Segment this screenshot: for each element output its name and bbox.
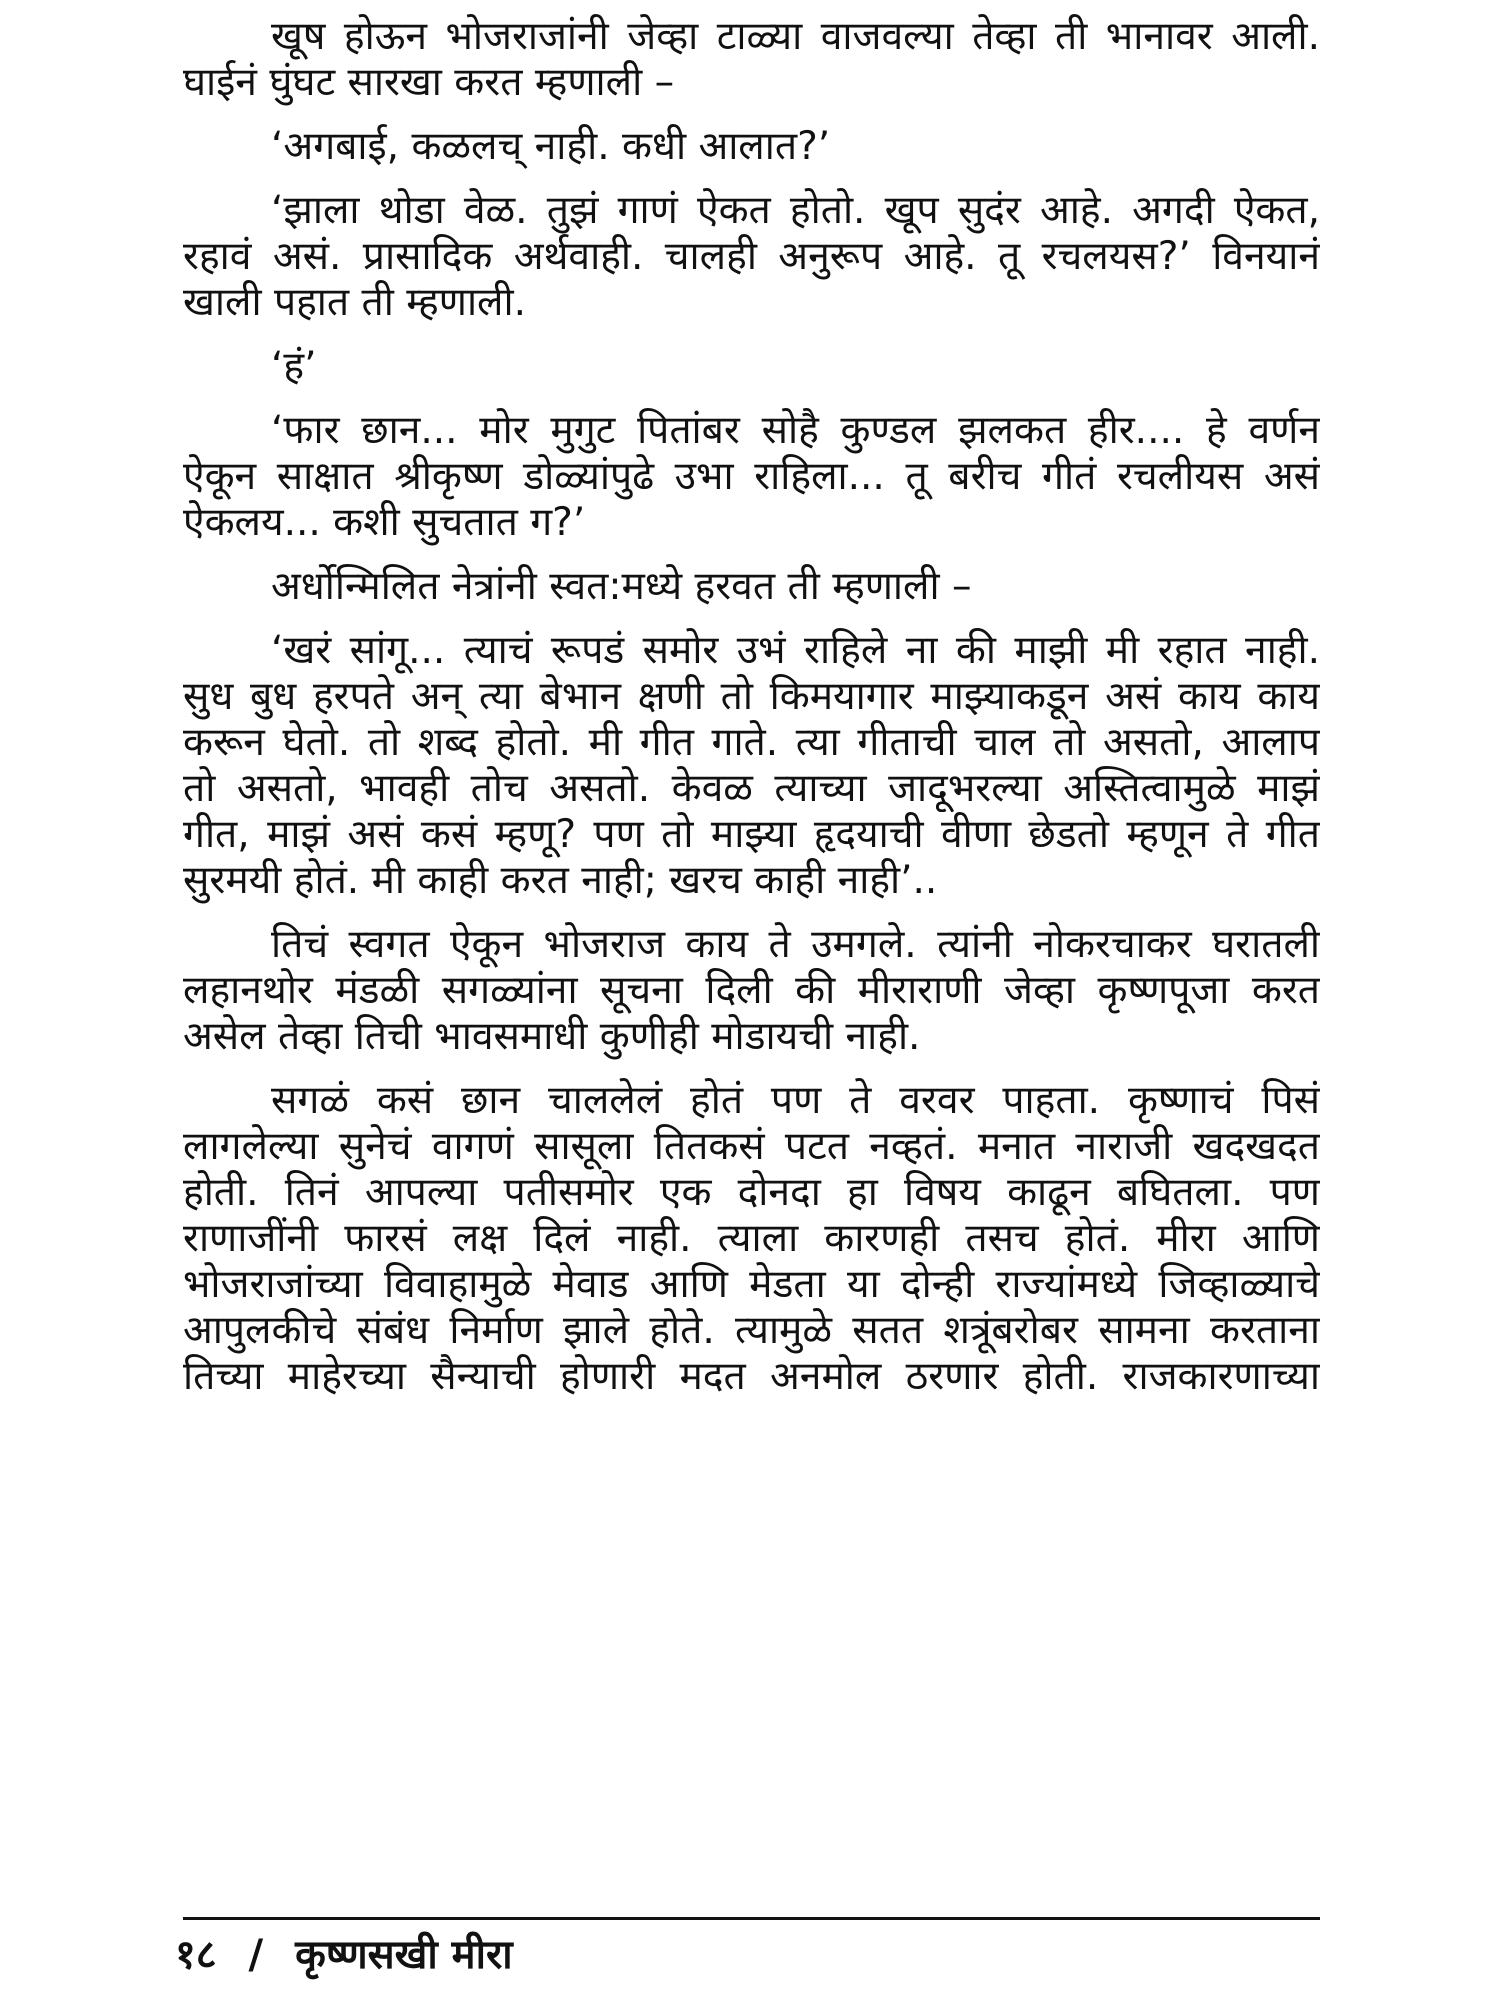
- text-line: सुध बुध हरपते अन् त्या बेभान क्षणी तो किमयागार माझ्याकडून असं काय काय: [183, 674, 1320, 719]
- paragraph: [183, 564, 1320, 610]
- text-line: भोजराजांच्या विवाहामुळे मेवाड आणि मेडता या दोन्ही राज्यांमध्ये जिव्हाळ्याचे: [183, 1262, 1320, 1307]
- paragraph: [183, 124, 1320, 170]
- page-number: १८: [175, 1932, 217, 1978]
- text-line: सुरमयी होतं. मी काही करत नाही; खरच काही नाही’..: [183, 858, 938, 903]
- text-line: लागलेल्या सुनेचं वागणं सासूला तितकसं पटत नव्हतं. मनात नाराजी खदखदत: [183, 1124, 1320, 1169]
- book-title: कृष्णसखी मीरा: [295, 1932, 513, 1978]
- text-line: घाईनं घुंघट सारखा करत म्हणाली –: [183, 60, 675, 105]
- text-line: तिच्या माहेरच्या सैन्याची होणारी मदत अनमोल ठरणार होती. राजकारणाच्या: [183, 1354, 1320, 1399]
- text-line: ‘झाला थोडा वेळ. तुझं गाणं ऐकत होतो. खूप सुदंर आहे. अगदी ऐकत,: [271, 188, 1320, 233]
- text-line: लहानथोर मंडळी सगळ्यांना सूचना दिली की मीराराणी जेव्हा कृष्णपूजा करत: [183, 968, 1320, 1013]
- text-line: खूष होऊन भोजराजांनी जेव्हा टाळ्या वाजवल्या तेव्हा ती भानावर आली.: [271, 14, 1320, 59]
- paragraph: [183, 344, 1320, 390]
- text-line: ‘फार छान... मोर मुगुट पितांबर सोहै कुण्डल झलकत हीर.... हे वर्णन: [271, 408, 1320, 453]
- paragraph: [183, 188, 1320, 326]
- text-line: राणाजींनी फारसं लक्ष दिलं नाही. त्याला कारणही तसच होतं. मीरा आणि: [183, 1216, 1320, 1261]
- text-line: करून घेतो. तो शब्द होतो. मी गीत गाते. त्या गीताची चाल तो असतो, आलाप: [183, 720, 1320, 765]
- text-line: रहावं असं. प्रासादिक अर्थवाही. चालही अनुरूप आहे. तू रचलयस?’ विनयानं: [183, 234, 1320, 279]
- text-line: तिचं स्वगत ऐकून भोजराज काय ते उमगले. त्यांनी नोकरचाकर घरातली: [271, 922, 1320, 967]
- text-line: आपुलकीचे संबंध निर्माण झाले होते. त्यामुळे सतत शत्रूंबरोबर सामना करताना: [183, 1308, 1320, 1353]
- text-line: ‘खरं सांगू... त्याचं रूपडं समोर उभं राहिले ना की माझी मी रहात नाही.: [271, 628, 1320, 673]
- page-footer: [175, 1930, 513, 1980]
- text-line: ‘हं’: [271, 344, 317, 389]
- text-line: सगळं कसं छान चाललेलं होतं पण ते वरवर पाहता. कृष्णाचं पिसं: [271, 1078, 1320, 1123]
- text-line: होती. तिनं आपल्या पतीसमोर एक दोनदा हा विषय काढून बघितला. पण: [183, 1170, 1320, 1215]
- text-line: गीत, माझं असं कसं म्हणू? पण तो माझ्या हृदयाची वीणा छेडतो म्हणून ते गीत: [183, 812, 1320, 857]
- paragraph: [183, 1078, 1320, 1400]
- paragraph: [183, 408, 1320, 546]
- text-line: असेल तेव्हा तिची भावसमाधी कुणीही मोडायची नाही.: [183, 1014, 921, 1059]
- text-line: अर्धोन्मिलित नेत्रांनी स्वत:मध्ये हरवत ती म्हणाली –: [271, 564, 972, 609]
- paragraph: [183, 14, 1320, 106]
- page-body-text: [183, 14, 1320, 1427]
- paragraph: [183, 628, 1320, 904]
- text-line: ऐकून साक्षात श्रीकृष्ण डोळ्यांपुढे उभा राहिला... तू बरीच गीतं रचलीयस असं: [183, 454, 1320, 499]
- paragraph: [183, 922, 1320, 1060]
- text-line: ऐकलय... कशी सुचतात ग?’: [183, 500, 586, 545]
- footer-divider: [183, 1917, 1320, 1920]
- text-line: ‘अगबाई, कळलच् नाही. कधी आलात?’: [271, 124, 831, 169]
- text-line: खाली पहात ती म्हणाली.: [183, 280, 526, 325]
- text-line: तो असतो, भावही तोच असतो. केवळ त्याच्या जादूभरल्या अस्तित्वामुळे माझं: [183, 766, 1320, 811]
- footer-separator: /: [248, 1932, 264, 1978]
